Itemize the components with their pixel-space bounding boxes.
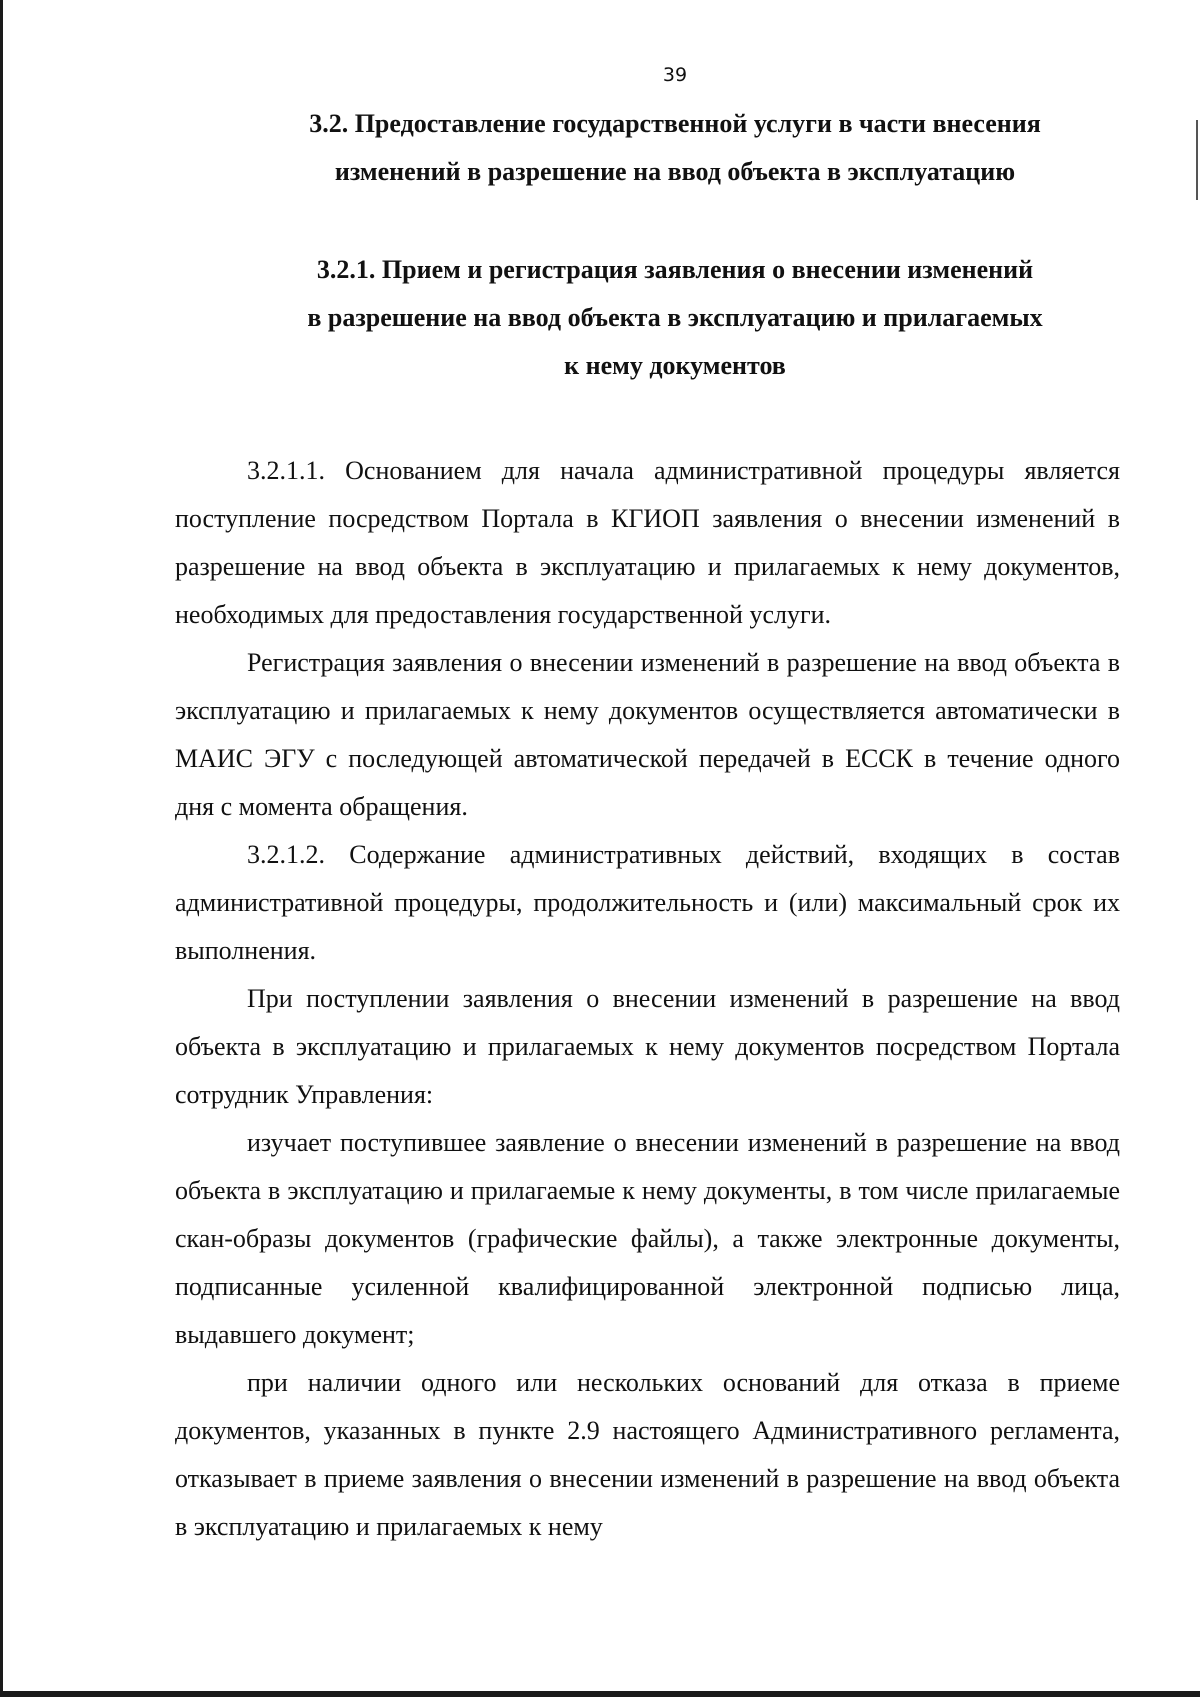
paragraph-portal-receipt: При поступлении заявления о внесении изменений в разрешение на ввод объекта в эксплуатацию и прилагаемых к нему документов посредством Портала сотрудник Управления: — [175, 984, 1120, 1109]
paragraph-3-2-1-1: 3.2.1.1. Основанием для начала административной процедуры является поступление посредством Портала в КГИОП заявления о внесении изменений в разрешение на ввод объекта в эксплуатацию и прилагаемых к нему документов, необходимых для предоставления государственной услуги. — [175, 456, 1120, 629]
subsection-heading — [175, 246, 1175, 390]
section-heading — [175, 100, 1175, 196]
scan-right-mark — [1196, 120, 1198, 200]
paragraph-study-application: изучает поступившее заявление о внесении изменений в разрешение на ввод объекта в эксплуатацию и прилагаемые к нему документы, в том числе прилагаемые скан-образы документов (графические файлы), а также электронные документы, подписанные усиленной квалифицированной электронной подписью лица, выдавшего документ; — [175, 1128, 1120, 1349]
scan-left-edge — [0, 0, 3, 1697]
page-number: 39 — [662, 64, 688, 86]
paragraph-3-2-1-2: 3.2.1.2. Содержание административных действий, входящих в состав административной процедуры, продолжительность и (или) максимальный срок их выполнения. — [175, 840, 1120, 965]
paragraph-refusal: при наличии одного или нескольких оснований для отказа в приеме документов, указанных в пункте 2.9 настоящего Административного регламента, отказывает в приеме заявления о внесении изменений в разрешение на ввод объекта в эксплуатацию и прилагаемых к нему — [175, 1368, 1120, 1541]
document-body — [175, 447, 1120, 1551]
subsection-heading-line-2: в разрешение на ввод объекта в эксплуатацию и прилагаемых — [307, 303, 1043, 332]
section-heading-line-2: изменений в разрешение на ввод объекта в эксплуатацию — [334, 157, 1016, 186]
document-page — [175, 0, 1120, 1690]
subsection-heading-line-3: к нему документов — [564, 351, 786, 380]
paragraph-registration: Регистрация заявления о внесении изменений в разрешение на ввод объекта в эксплуатацию и прилагаемых к нему документов осуществляется автоматически в МАИС ЭГУ с последующей автоматической передачей в ЕССК в течение одного дня с момента обращения. — [175, 648, 1120, 821]
scan-bottom-edge — [0, 1691, 1200, 1697]
section-heading-line-1: 3.2. Предоставление государственной услуги в части внесения — [309, 109, 1041, 138]
subsection-heading-line-1: 3.2.1. Прием и регистрация заявления о внесении изменений — [316, 255, 1034, 284]
